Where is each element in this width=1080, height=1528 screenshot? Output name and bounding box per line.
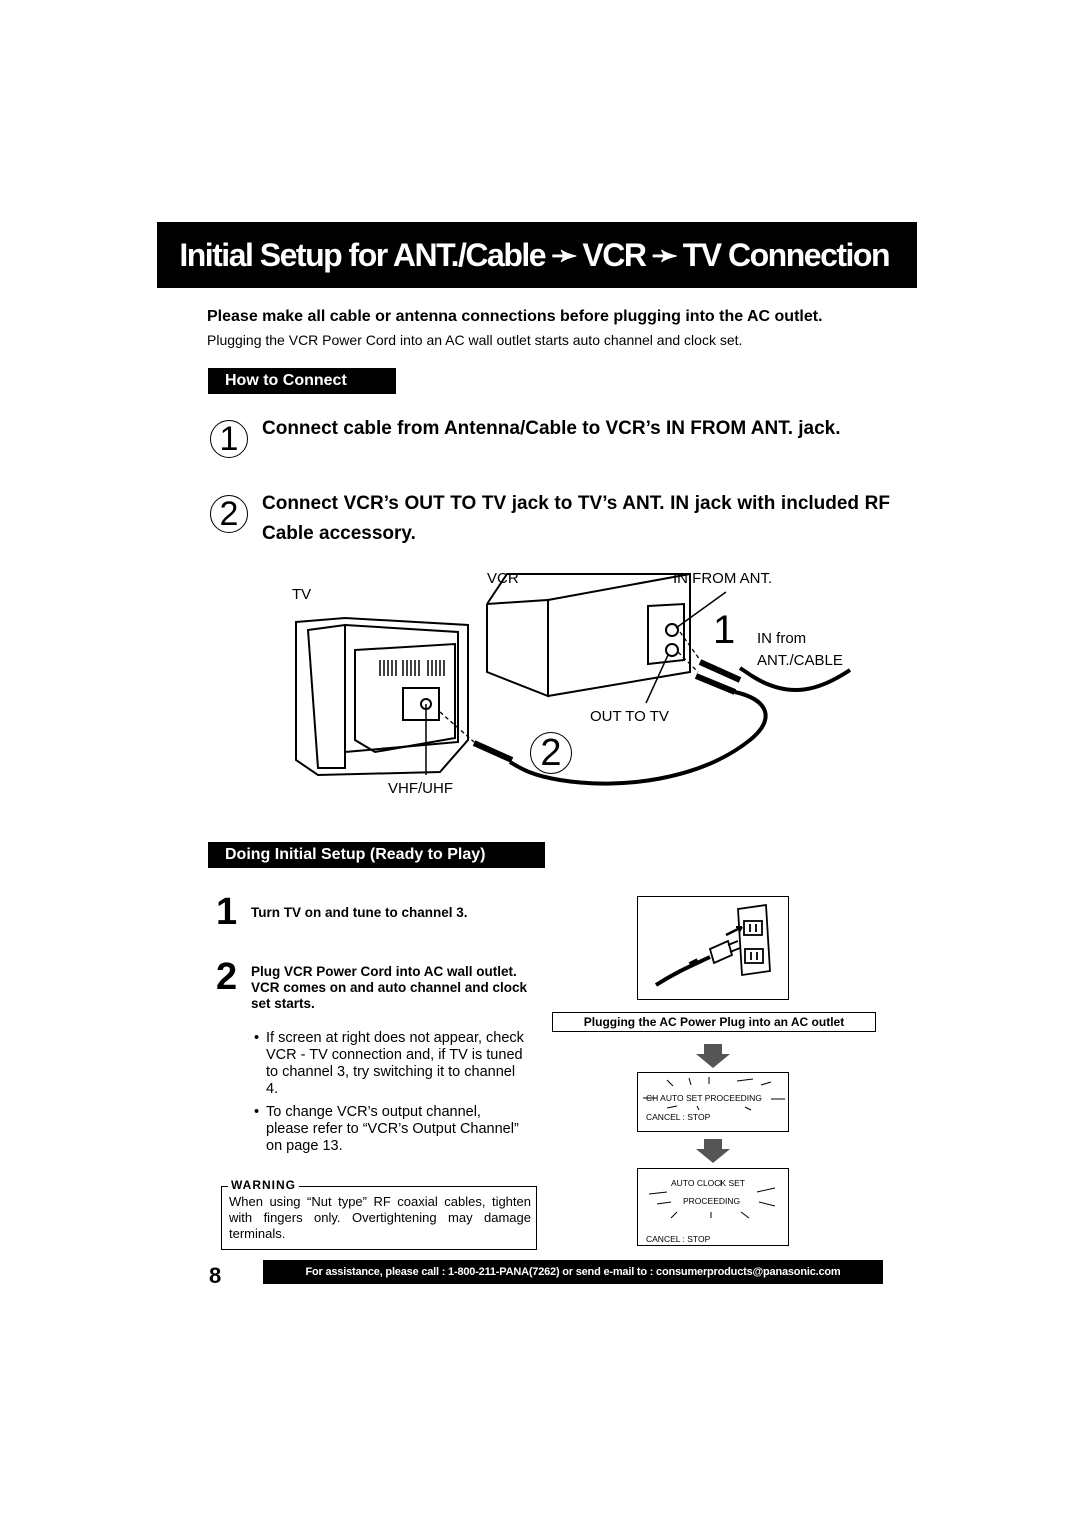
arrow-icon: ➛: [651, 237, 677, 273]
screen2-line3: CANCEL : STOP: [646, 1234, 711, 1244]
tv-label: TV: [292, 586, 312, 603]
bullet-item: • To change VCR’s output channel, please refer to “VCR’s Output Channel” on page 13.: [252, 1104, 527, 1155]
in-from-label: IN from: [757, 630, 807, 647]
bullet-item: • If screen at right does not appear, check VCR - TV connection and, if TV is tuned to channel 3, try switching it to channel 4.: [252, 1030, 527, 1098]
arrow-icon: ➛: [551, 237, 577, 273]
setup-step-1-text: Turn TV on and tune to channel 3.: [251, 905, 468, 920]
intro-text: Plugging the VCR Power Cord into an AC wall outlet starts auto channel and clock set.: [207, 332, 743, 348]
title-part-3: TV Connection: [682, 237, 889, 273]
vcr-label: VCR: [487, 570, 519, 587]
setup-bullets: [252, 1030, 527, 1161]
title-part-1: Initial Setup for ANT./Cable: [179, 237, 546, 273]
setup-step-2-text: Plug VCR Power Cord into AC wall outlet. VCR comes on and auto channel and clock set starts.: [251, 964, 528, 1011]
setup-step-1-number: 1: [216, 891, 238, 933]
step-2-text: Connect VCR’s OUT TO TV jack to TV’s ANT. IN jack with included RF Cable accessory.: [262, 493, 890, 544]
step-1-text: Connect cable from Antenna/Cable to VCR’s IN FROM ANT. jack.: [262, 418, 841, 439]
diagram-callout-2: 2: [530, 732, 572, 774]
plug-caption: Plugging the AC Power Plug into an AC outlet: [552, 1012, 876, 1032]
out-to-tv-label: OUT TO TV: [590, 708, 669, 725]
setup-step-2-number: 2: [216, 956, 238, 998]
plug-illustration-frame: [637, 896, 789, 1000]
down-arrow-icon: [696, 1139, 730, 1163]
ac-plug-icon: [638, 897, 788, 999]
page-number: 8: [209, 1263, 222, 1288]
in-from-ant-label: IN FROM ANT.: [673, 570, 773, 587]
screen1-line1: CH AUTO SET PROCEEDING: [646, 1093, 762, 1103]
screen1-line2: CANCEL : STOP: [646, 1112, 711, 1122]
initial-setup-heading: Doing Initial Setup (Ready to Play): [208, 842, 545, 868]
screen2-line1: AUTO CLOCK SET: [671, 1178, 745, 1188]
title-part-2: VCR: [582, 237, 646, 273]
warning-label: WARNING: [228, 1178, 299, 1192]
step-1-number: 1: [210, 420, 248, 458]
vhf-uhf-label: VHF/UHF: [388, 780, 453, 797]
assistance-footer: For assistance, please call : 1-800-211-PANA(7262) or send e-mail to : consumerproducts@panasonic.com: [263, 1260, 883, 1284]
down-arrow-icon: [696, 1044, 730, 1068]
step-2-number: 2: [210, 495, 248, 533]
intro-bold-text: Please make all cable or antenna connections before plugging into the AC outlet.: [207, 308, 823, 325]
how-to-connect-heading: How to Connect: [208, 368, 396, 394]
screen2-line2: PROCEEDING: [683, 1196, 741, 1206]
ant-cable-label: ANT./CABLE: [757, 652, 843, 669]
diagram-callout-1: 1: [713, 608, 736, 652]
warning-text: When using “Nut type” RF coaxial cables, tighten with fingers only. Overtightening may damage terminals.: [229, 1194, 531, 1241]
